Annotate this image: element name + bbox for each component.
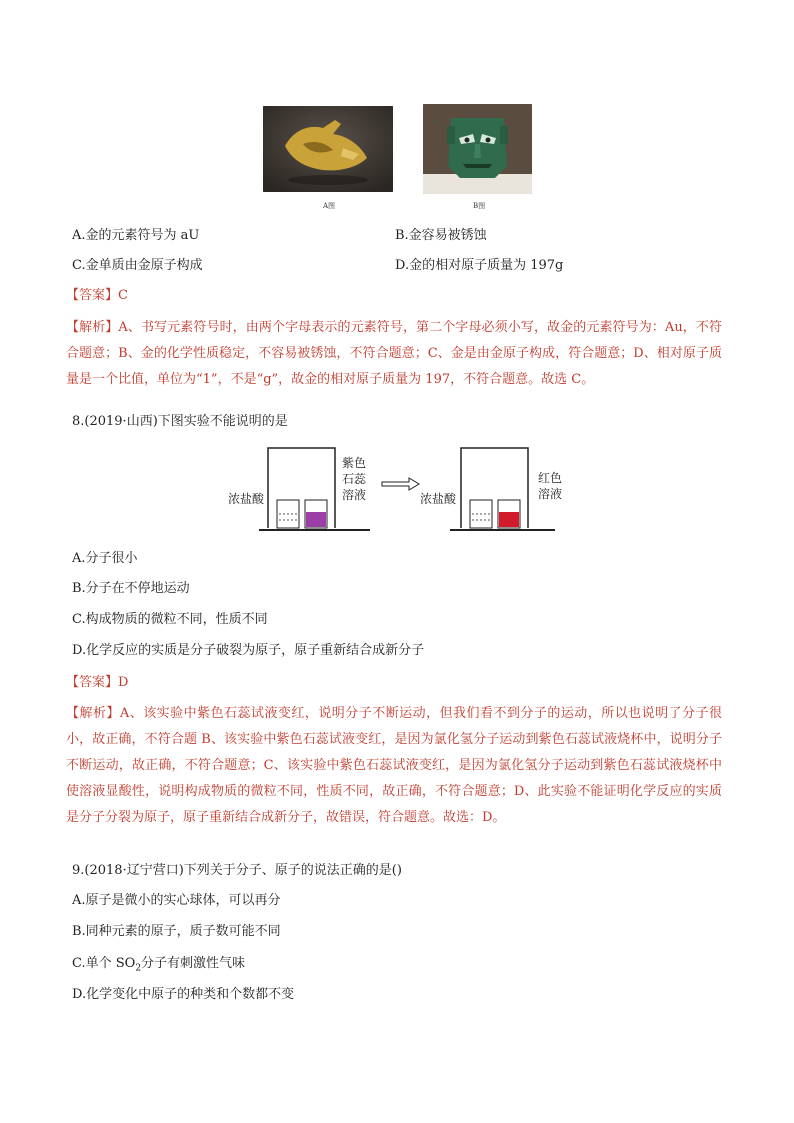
- q7-option-d: D.金的相对原子质量为 197g: [395, 258, 564, 273]
- purple-litmus-solution: [306, 512, 326, 527]
- right-solution-label-2: 溶液: [538, 487, 563, 501]
- q9-option-a: A.原子是微小的实心球体，可以再分: [72, 893, 281, 908]
- q8-option-c: C.构成物质的微粒不同，性质不同: [72, 612, 268, 627]
- bronze-head-image: [423, 104, 532, 194]
- q7-option-a: A.金的元素符号为 aU: [72, 228, 200, 243]
- q9-option-c-text-1: C.单个 SO: [72, 956, 136, 971]
- left-solution-label-2: 石蕊: [342, 472, 367, 486]
- left-solution-label-3: 溶液: [342, 488, 367, 502]
- q8-answer: 【答案】D: [66, 675, 129, 690]
- q9-option-c-subscript: 2: [135, 963, 142, 974]
- gold-mask-image: [263, 106, 393, 192]
- caption-a: A图: [323, 202, 336, 210]
- red-solution: [499, 512, 519, 527]
- q9-option-c: [72, 955, 245, 978]
- q8-option-d: D.化学反应的实质是分子破裂为原子，原子重新结合成新分子: [72, 643, 425, 658]
- right-solution-label-1: 红色: [538, 471, 563, 485]
- q7-analysis: 【解析】A、书写元素符号时，由两个字母表示的元素符号，第二个字母必须小写，故金的元素符号为：Au，不符合题意；B、金的化学性质稳定，不容易被锈蚀，不符合题意；C、金是由金原子构成，符合题意；D、相对原子质量是一个比值，单位为“1”，不是“g”，故金的相对原子质量为 197，不符合题意。故选 C。: [66, 320, 722, 387]
- q7-answer: 【答案】C: [66, 288, 128, 303]
- photo-b-bronze-head: [423, 104, 532, 194]
- q9-option-c-text-2: 分子有刺激性气味: [141, 956, 246, 971]
- q8-experiment-diagram: [225, 442, 575, 542]
- q9-option-d: D.化学变化中原子的种类和个数都不变: [72, 987, 295, 1002]
- caption-b: B图: [473, 202, 486, 210]
- left-solution-label-1: 紫色: [342, 456, 367, 470]
- q8-analysis: 【解析】A、该实验中紫色石蕊试液变红，说明分子不断运动，但我们看不到分子的运动，所以也说明了分子很小，故正确，不符合题 B、该实验中紫色石蕊试液变红，是因为氯化氢分子运动到紫色石蕊试液烧杯中，说明分子不断运动，故正确，不符合题意；C、该实验中紫色石蕊试液变红，是因为氯化氢分子运动到紫色石蕊试液烧杯中使溶液显酸性，说明构成物质的微粒不同，性质不同，故正确，不符合题意；D、此实验不能证明化学反应的实质是分子分裂为原子，原子重新结合成新分子，故错误，符合题意。故选：D。: [66, 706, 722, 825]
- q7-option-b: B.金容易被锈蚀: [395, 228, 487, 243]
- q8-stem: 8.(2019·山西)下图实验不能说明的是: [72, 414, 288, 429]
- transition-arrow: [382, 478, 419, 490]
- right-acid-label: 浓盐酸: [420, 492, 457, 506]
- q8-option-a: A.分子很小: [72, 551, 138, 566]
- q9-option-b: B.同种元素的原子，质子数可能不同: [72, 924, 281, 939]
- q8-option-b: B.分子在不停地运动: [72, 581, 190, 596]
- photo-a-gold-mask: [263, 106, 393, 192]
- q7-option-c: C.金单质由金原子构成: [72, 258, 203, 273]
- q9-stem: 9.(2018·辽宁营口)下列关于分子、原子的说法正确的是(): [72, 863, 402, 878]
- left-acid-label: 浓盐酸: [228, 492, 265, 506]
